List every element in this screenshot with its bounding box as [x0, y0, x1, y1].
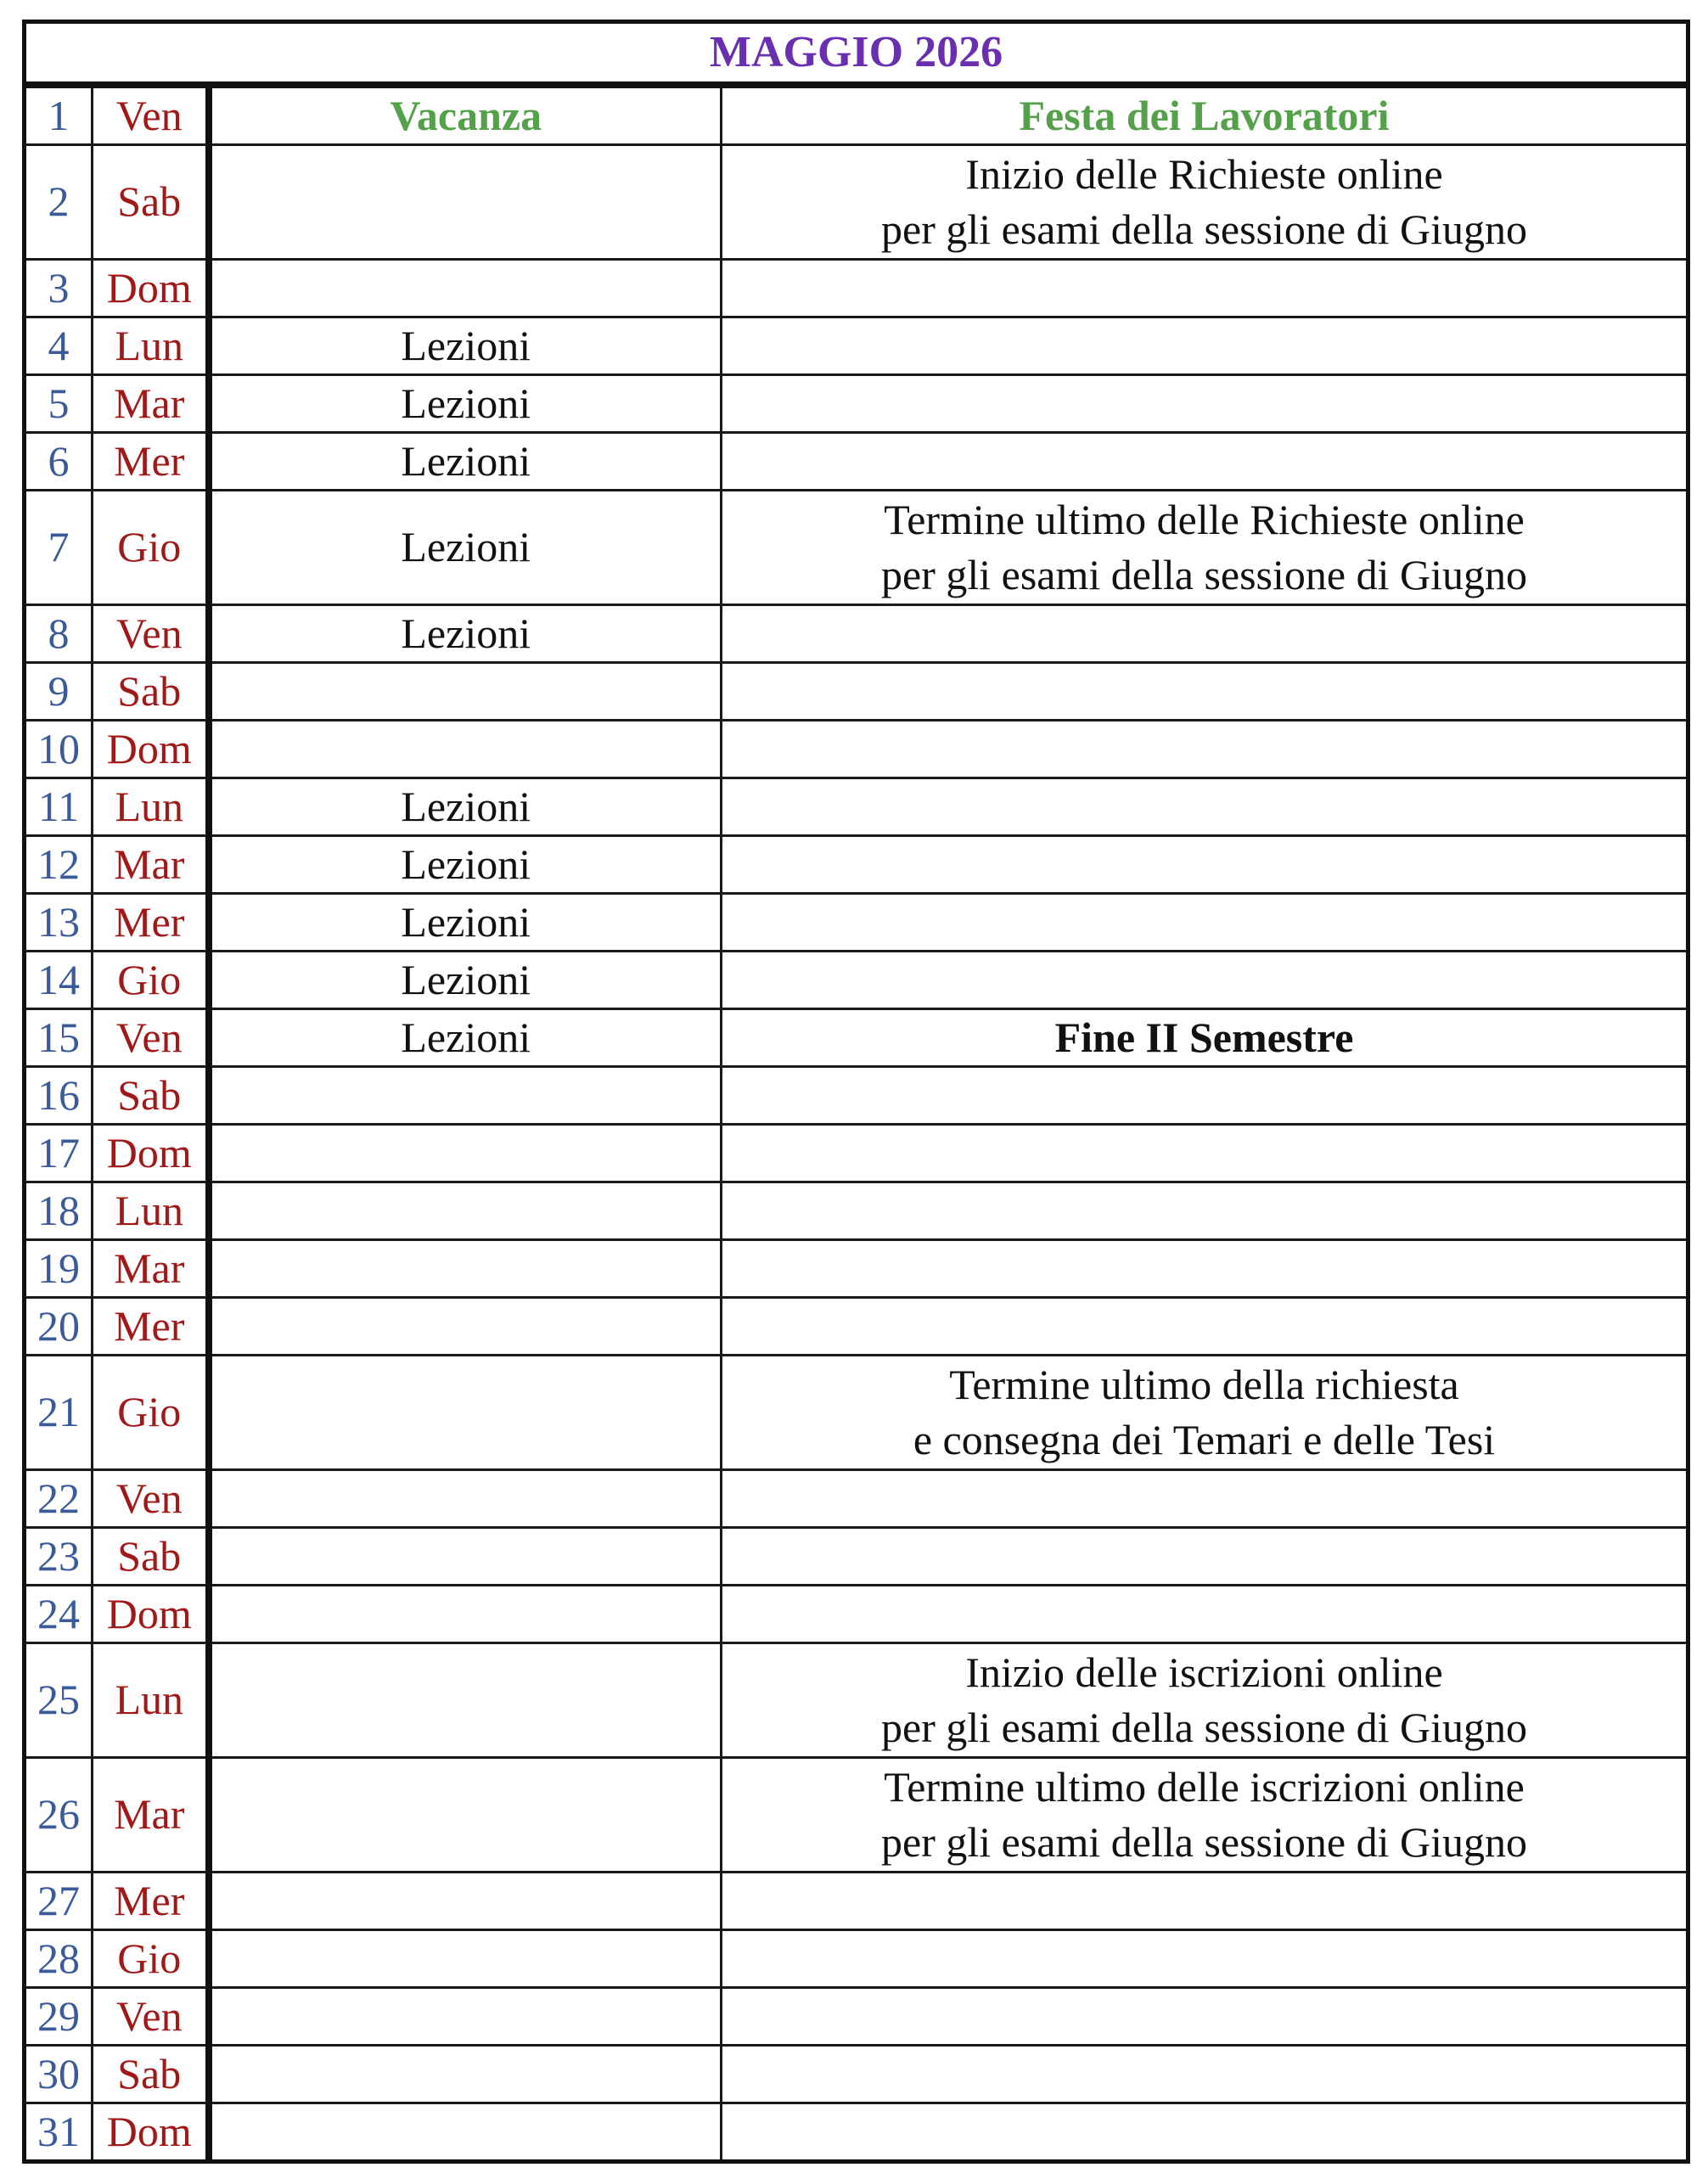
- calendar-row: [25, 259, 1688, 317]
- weekday-name: Lun: [93, 1182, 209, 1239]
- day-number: 28: [25, 1929, 93, 1987]
- day-number: 4: [25, 317, 93, 374]
- event-note-cell: [722, 1527, 1688, 1585]
- activity-cell: [209, 1585, 722, 1642]
- calendar-row: [25, 951, 1688, 1008]
- day-number: 30: [25, 2045, 93, 2103]
- day-number: 14: [25, 951, 93, 1008]
- activity-cell: [209, 662, 722, 720]
- calendar-row: [25, 604, 1688, 662]
- day-number: 9: [25, 662, 93, 720]
- activity-cell: [209, 1066, 722, 1124]
- activity-cell: Lezioni: [209, 317, 722, 374]
- weekday-name: Mar: [93, 1757, 209, 1872]
- event-note-line: Fine II Semestre: [1054, 1013, 1354, 1061]
- weekday-name: Mar: [93, 1239, 209, 1297]
- activity-cell: [209, 1987, 722, 2045]
- calendar-row: [25, 1239, 1688, 1297]
- event-note-cell: [722, 662, 1688, 720]
- calendar-row: [25, 1355, 1688, 1469]
- event-note-cell: [722, 1239, 1688, 1297]
- event-note-line: per gli esami della sessione di Giugno: [881, 550, 1527, 598]
- calendar-row: [25, 1585, 1688, 1642]
- day-number: 24: [25, 1585, 93, 1642]
- event-note-cell: [722, 604, 1688, 662]
- event-note-line: Termine ultimo delle Richieste online: [884, 495, 1525, 543]
- activity-cell: [209, 1124, 722, 1182]
- activity-cell: [209, 1297, 722, 1355]
- weekday-name: Mer: [93, 432, 209, 490]
- event-note-cell: [722, 1182, 1688, 1239]
- activity-cell: [209, 1239, 722, 1297]
- calendar-sheet: [22, 20, 1686, 2164]
- event-note-line: Inizio delle iscrizioni online: [965, 1648, 1443, 1696]
- day-number: 26: [25, 1757, 93, 1872]
- event-note-cell: [722, 951, 1688, 1008]
- weekday-name: Mer: [93, 893, 209, 951]
- event-note-cell: [722, 1987, 1688, 2045]
- event-note-cell: [722, 1355, 1688, 1469]
- calendar-row: [25, 374, 1688, 432]
- calendar-row: [25, 1642, 1688, 1757]
- day-number: 25: [25, 1642, 93, 1757]
- event-note-line: per gli esami della sessione di Giugno: [881, 1817, 1527, 1866]
- day-number: 13: [25, 893, 93, 951]
- event-note-cell: [722, 317, 1688, 374]
- calendar-row: [25, 1469, 1688, 1527]
- activity-cell: [209, 2103, 722, 2161]
- activity-cell: Lezioni: [209, 490, 722, 604]
- calendar-row: [25, 1182, 1688, 1239]
- activity-cell: Lezioni: [209, 893, 722, 951]
- calendar-row: [25, 317, 1688, 374]
- day-number: 27: [25, 1872, 93, 1929]
- day-number: 6: [25, 432, 93, 490]
- event-note-cell: [722, 893, 1688, 951]
- weekday-name: Ven: [93, 1987, 209, 2045]
- calendar-row: [25, 1987, 1688, 2045]
- day-number: 20: [25, 1297, 93, 1355]
- calendar-row: [25, 778, 1688, 835]
- calendar-body: [25, 85, 1688, 2162]
- activity-cell: [209, 1757, 722, 1872]
- activity-cell: [209, 2045, 722, 2103]
- calendar-row: [25, 1008, 1688, 1066]
- event-note-line: Termine ultimo della richiesta: [949, 1360, 1459, 1408]
- activity-cell: [209, 1642, 722, 1757]
- weekday-name: Mar: [93, 835, 209, 893]
- event-note-cell: [722, 2103, 1688, 2161]
- calendar-row: [25, 1929, 1688, 1987]
- activity-cell: Lezioni: [209, 432, 722, 490]
- calendar-row: [25, 144, 1688, 259]
- weekday-name: Sab: [93, 662, 209, 720]
- weekday-name: Lun: [93, 1642, 209, 1757]
- activity-cell: Lezioni: [209, 778, 722, 835]
- calendar-row: [25, 490, 1688, 604]
- activity-cell: [209, 1182, 722, 1239]
- day-number: 2: [25, 144, 93, 259]
- day-number: 21: [25, 1355, 93, 1469]
- day-number: 15: [25, 1008, 93, 1066]
- event-note-cell: [722, 1585, 1688, 1642]
- event-note-cell: [722, 1297, 1688, 1355]
- weekday-name: Dom: [93, 2103, 209, 2161]
- event-note-cell: [722, 778, 1688, 835]
- event-note-cell: [722, 1066, 1688, 1124]
- event-note-cell: [722, 1642, 1688, 1757]
- weekday-name: Mer: [93, 1872, 209, 1929]
- activity-cell: [209, 1527, 722, 1585]
- calendar-row: [25, 1297, 1688, 1355]
- calendar-row: [25, 1066, 1688, 1124]
- event-note-cell: [722, 85, 1688, 145]
- weekday-name: Dom: [93, 720, 209, 778]
- day-number: 1: [25, 85, 93, 145]
- activity-cell: Lezioni: [209, 835, 722, 893]
- event-note-cell: [722, 374, 1688, 432]
- weekday-name: Gio: [93, 1929, 209, 1987]
- activity-cell: [209, 1355, 722, 1469]
- weekday-name: Ven: [93, 85, 209, 145]
- activity-cell: Lezioni: [209, 951, 722, 1008]
- weekday-name: Ven: [93, 1469, 209, 1527]
- day-number: 8: [25, 604, 93, 662]
- event-note-cell: [722, 720, 1688, 778]
- weekday-name: Ven: [93, 1008, 209, 1066]
- weekday-name: Sab: [93, 144, 209, 259]
- weekday-name: Gio: [93, 1355, 209, 1469]
- weekday-name: Sab: [93, 1066, 209, 1124]
- event-note-cell: [722, 144, 1688, 259]
- activity-cell: [209, 144, 722, 259]
- day-number: 5: [25, 374, 93, 432]
- day-number: 17: [25, 1124, 93, 1182]
- event-note-line: Festa dei Lavoratori: [1019, 91, 1390, 139]
- weekday-name: Mar: [93, 374, 209, 432]
- weekday-name: Sab: [93, 2045, 209, 2103]
- day-number: 12: [25, 835, 93, 893]
- weekday-name: Dom: [93, 1585, 209, 1642]
- calendar-row: [25, 85, 1688, 145]
- weekday-name: Gio: [93, 951, 209, 1008]
- day-number: 16: [25, 1066, 93, 1124]
- calendar-row: [25, 720, 1688, 778]
- weekday-name: Lun: [93, 317, 209, 374]
- calendar-row: [25, 1124, 1688, 1182]
- event-note-cell: [722, 1124, 1688, 1182]
- event-note-cell: [722, 490, 1688, 604]
- day-number: 10: [25, 720, 93, 778]
- activity-cell: Lezioni: [209, 1008, 722, 1066]
- weekday-name: Gio: [93, 490, 209, 604]
- day-number: 7: [25, 490, 93, 604]
- weekday-name: Ven: [93, 604, 209, 662]
- day-number: 31: [25, 2103, 93, 2161]
- event-note-cell: [722, 1469, 1688, 1527]
- calendar-row: [25, 893, 1688, 951]
- calendar-row: [25, 432, 1688, 490]
- weekday-name: Dom: [93, 259, 209, 317]
- month-title: MAGGIO 2026: [25, 22, 1688, 85]
- activity-cell: Lezioni: [209, 604, 722, 662]
- activity-cell: Vacanza: [209, 85, 722, 145]
- calendar-row: [25, 1527, 1688, 1585]
- event-note-cell: [722, 432, 1688, 490]
- day-number: 18: [25, 1182, 93, 1239]
- calendar-row: [25, 2045, 1688, 2103]
- calendar-row: [25, 1872, 1688, 1929]
- day-number: 29: [25, 1987, 93, 2045]
- activity-cell: [209, 720, 722, 778]
- event-note-line: per gli esami della sessione di Giugno: [881, 1703, 1527, 1751]
- day-number: 3: [25, 259, 93, 317]
- activity-cell: [209, 1929, 722, 1987]
- calendar-row: [25, 1757, 1688, 1872]
- day-number: 19: [25, 1239, 93, 1297]
- event-note-line: per gli esami della sessione di Giugno: [881, 205, 1527, 253]
- event-note-cell: [722, 1757, 1688, 1872]
- weekday-name: Mer: [93, 1297, 209, 1355]
- calendar-row: [25, 2103, 1688, 2161]
- weekday-name: Dom: [93, 1124, 209, 1182]
- calendar-row: [25, 662, 1688, 720]
- day-number: 23: [25, 1527, 93, 1585]
- event-note-cell: [722, 2045, 1688, 2103]
- activity-cell: [209, 259, 722, 317]
- day-number: 22: [25, 1469, 93, 1527]
- activity-cell: [209, 1469, 722, 1527]
- weekday-name: Lun: [93, 778, 209, 835]
- event-note-line: Termine ultimo delle iscrizioni online: [884, 1762, 1525, 1811]
- event-note-line: e consegna dei Temari e delle Tesi: [913, 1415, 1496, 1463]
- calendar-table: [22, 20, 1690, 2164]
- event-note-cell: [722, 1872, 1688, 1929]
- activity-cell: Lezioni: [209, 374, 722, 432]
- calendar-row: [25, 835, 1688, 893]
- event-note-cell: [722, 1008, 1688, 1066]
- event-note-cell: [722, 1929, 1688, 1987]
- activity-cell: [209, 1872, 722, 1929]
- event-note-cell: [722, 259, 1688, 317]
- event-note-cell: [722, 835, 1688, 893]
- day-number: 11: [25, 778, 93, 835]
- event-note-line: Inizio delle Richieste online: [965, 149, 1443, 198]
- weekday-name: Sab: [93, 1527, 209, 1585]
